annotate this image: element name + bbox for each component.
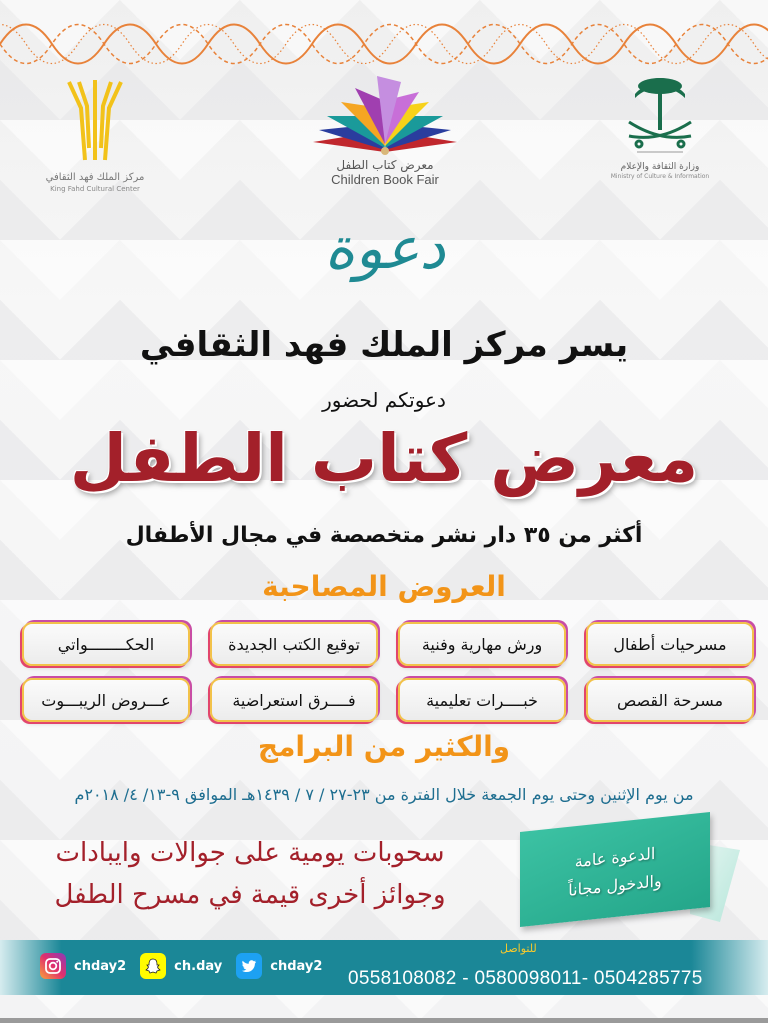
invite-line: دعوتكم لحضور — [322, 388, 446, 412]
open-book-icon — [305, 72, 465, 156]
twitter-handle[interactable]: chday2 — [270, 958, 323, 974]
more-programs-line: والكثير من البرامج — [257, 730, 511, 763]
instagram-icon[interactable] — [40, 953, 66, 979]
activity-item: الحكــــــــواتي — [22, 622, 190, 666]
king-fahd-emblem-icon — [65, 78, 125, 162]
side-events-heading: العروض المصاحبة — [262, 570, 506, 603]
book-fair-name-ar: معرض كتاب الطفل — [336, 158, 434, 172]
activity-item: فــــرق استعراضية — [210, 678, 378, 722]
activity-item: عـــروض الريبـــوت — [22, 678, 190, 722]
activity-item: خبــــرات تعليمية — [398, 678, 566, 722]
activity-item: مسرحيات أطفال — [586, 622, 754, 666]
snapchat-handle[interactable]: ch.day — [174, 958, 223, 974]
phone-numbers[interactable]: 0558108082 - 0580098011- 0504285775 — [348, 968, 703, 989]
twitter-icon[interactable] — [236, 953, 262, 979]
draws-line-1: سحوبات يومية على جوالات وايبادات — [55, 838, 445, 868]
activity-item: مسرحة القصص — [586, 678, 754, 722]
activity-item: ورش مهارية وفنية — [398, 622, 566, 666]
activity-item: توقيع الكتب الجديدة — [210, 622, 378, 666]
date-line: من يوم الإثنين وحتى يوم الجمعة خلال الفترة من ٢٣-٢٧ / ٧ / ١٤٣٩هـ الموافق ٩-١٣/ ٤/ ٢٠١٨م — [74, 785, 694, 804]
bottom-edge — [0, 1018, 768, 1023]
contact-footer — [0, 940, 768, 995]
publishers-line: أكثر من ٣٥ دار نشر متخصصة في مجال الأطفال — [125, 523, 643, 548]
ministry-logo — [600, 72, 720, 180]
snapchat-icon[interactable] — [140, 953, 166, 979]
instagram-handle[interactable]: chday2 — [74, 958, 127, 974]
social-links — [40, 953, 328, 979]
book-fair-name-en: Children Book Fair — [331, 172, 439, 187]
contact-label: للتواصل — [500, 942, 537, 955]
free-entry-ribbon — [490, 812, 740, 927]
activities-grid — [14, 622, 754, 722]
palm-and-swords-emblem-icon — [625, 72, 695, 154]
ribbon-line-2: والدخول مجاناً — [568, 871, 662, 900]
king-fahd-name-en: King Fahd Cultural Center — [50, 185, 140, 193]
children-book-fair-logo — [285, 72, 485, 187]
host-line: يسر مركز الملك فهد الثقافي — [139, 325, 629, 365]
ribbon-line-1: الدعوة عامة — [574, 843, 656, 872]
event-title: معرض كتاب الطفل — [69, 420, 699, 497]
king-fahd-name-ar: مركز الملك فهد الثقافي — [45, 172, 145, 183]
invitation-calligraphy: دعوة — [324, 214, 446, 282]
ministry-name-ar: وزارة الثقافة والإعلام — [620, 162, 700, 172]
draws-line-2: وجوائز أخرى قيمة في مسرح الطفل — [54, 880, 446, 910]
ministry-name-en: Ministry of Culture & Information — [610, 173, 710, 180]
decorative-rope-border — [0, 18, 768, 70]
king-fahd-center-logo — [30, 78, 160, 193]
